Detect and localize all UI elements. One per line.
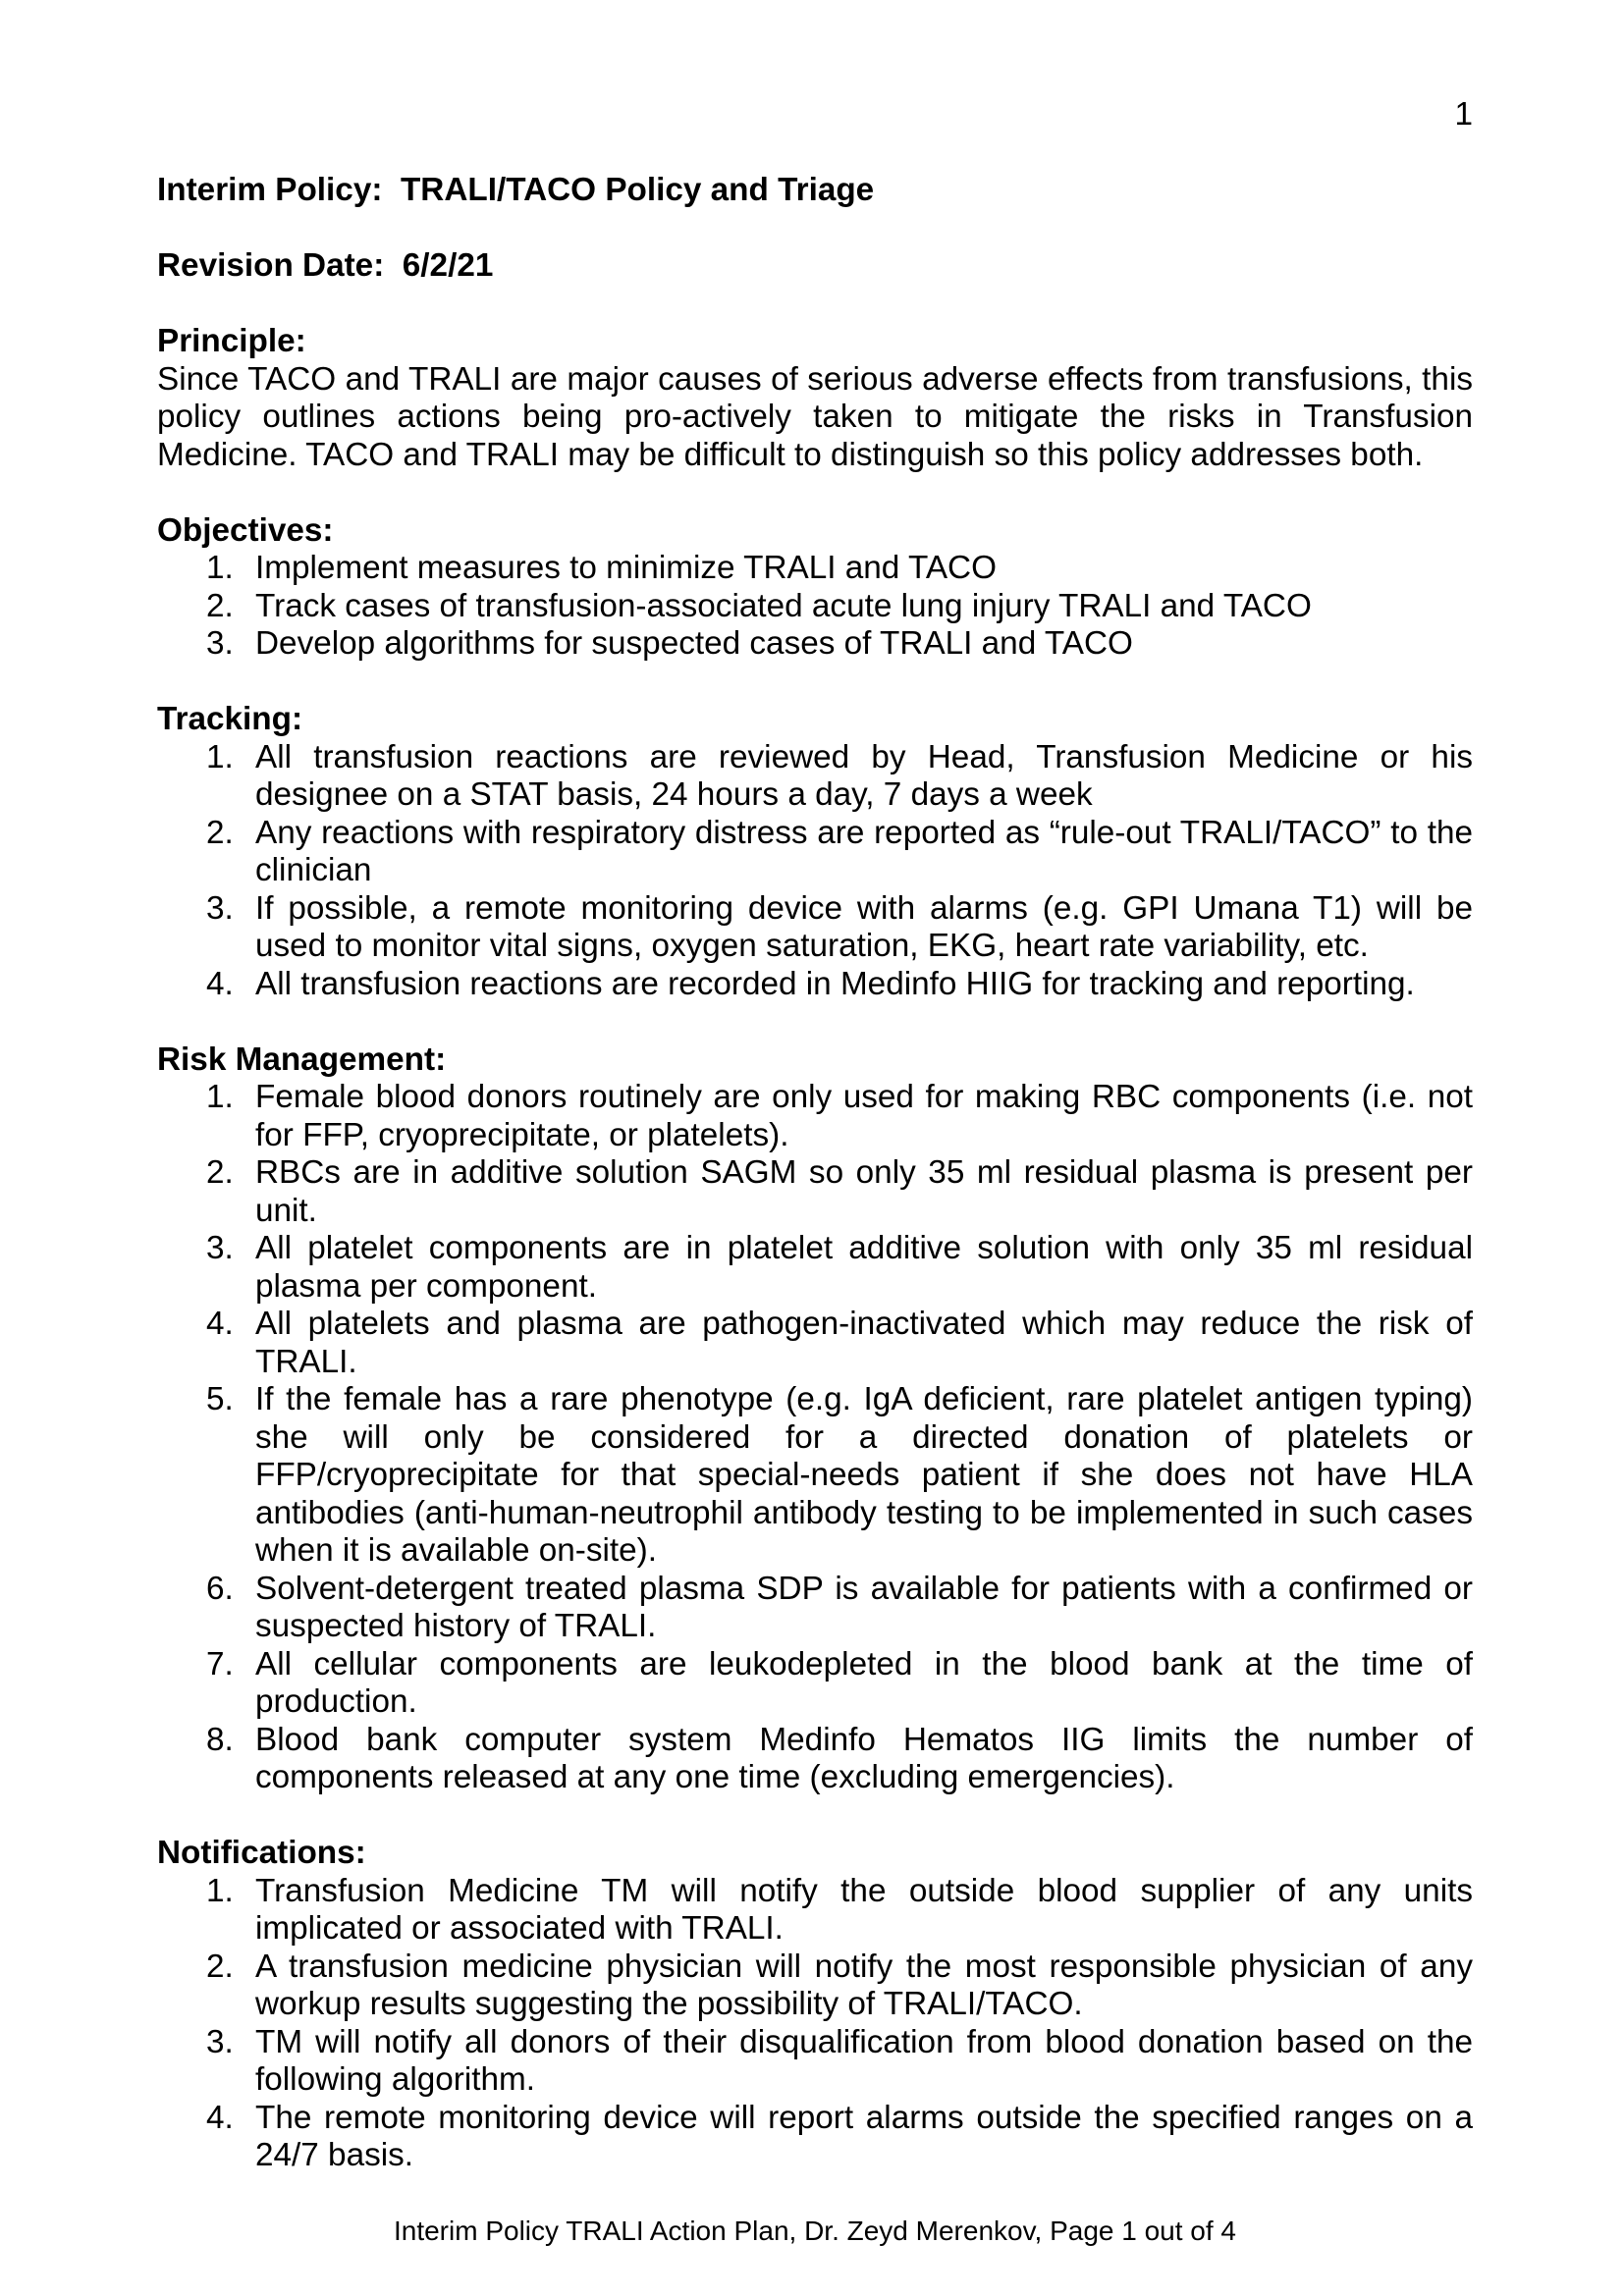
list-item: A transfusion medicine physician will notify the most responsible physician of any workup results suggesting the possibility of TRALI/TACO.	[255, 1948, 1473, 2022]
list-item: Implement measures to minimize TRALI and TACO	[255, 550, 998, 586]
list-item: If the female has a rare phenotype (e.g. IgA deficient, rare platelet antigen typing) she will only be considered for a directed donation of platelets or FFP/cryoprecipitate for that special-needs patient if she does not have HLA antibodies (anti-human-neutrophil antibody testing to be implemented in such cases when it is available on-site).	[255, 1381, 1473, 1569]
section-risk-management	[157, 1041, 1473, 1797]
list-item: Female blood donors routinely are only used for making RBC components (i.e. not for FFP, cryoprecipitate, or platelets).	[255, 1079, 1473, 1153]
section-heading-objectives: Objectives:	[157, 511, 334, 549]
section-heading-principle: Principle:	[157, 323, 306, 359]
section-heading-notifications: Notifications:	[157, 1835, 366, 1871]
document-title: Interim Policy: TRALI/TACO Policy and Triage	[157, 172, 875, 208]
list-item: Track cases of transfusion-associated acute lung injury TRALI and TACO	[255, 587, 1312, 624]
list-item: All transfusion reactions are recorded in Medinfo HIIG for tracking and reporting.	[255, 965, 1415, 1002]
objectives-list	[157, 550, 1473, 664]
list-item: The remote monitoring device will report alarms outside the specified ranges on a 24/7 basis.	[255, 2099, 1473, 2173]
section-tracking	[157, 701, 1473, 1003]
section-heading-risk-management: Risk Management:	[157, 1041, 447, 1078]
list-item: RBCs are in additive solution SAGM so only 35 ml residual plasma is present per unit.	[255, 1154, 1473, 1229]
list-item: All platelets and plasma are pathogen-inactivated which may reduce the risk of TRALI.	[255, 1306, 1473, 1380]
risk-management-list	[157, 1079, 1473, 1797]
list-item: Blood bank computer system Medinfo Hematos IIG limits the number of components released at any one time (excluding emergencies).	[255, 1721, 1473, 1795]
notifications-list	[157, 1873, 1473, 2175]
list-item: If possible, a remote monitoring device with alarms (e.g. GPI Umana T1) will be used to monitor vital signs, oxygen saturation, EKG, heart rate variability, etc.	[255, 889, 1473, 964]
list-item: Solvent-detergent treated plasma SDP is available for patients with a confirmed or suspected history of TRALI.	[255, 1570, 1473, 1644]
section-heading-tracking: Tracking:	[157, 701, 303, 737]
section-objectives	[157, 512, 1473, 664]
document-footer: Interim Policy TRALI Action Plan, Dr. Zeyd Merenkov, Page 1 out of 4	[393, 2216, 1237, 2246]
list-item: Any reactions with respiratory distress are reported as “rule-out TRALI/TACO” to the clinician	[255, 814, 1473, 888]
section-principle	[157, 323, 1473, 474]
list-item: All platelet components are in platelet additive solution with only 35 ml residual plasma per component.	[255, 1230, 1473, 1305]
revision-date: Revision Date: 6/2/21	[157, 247, 494, 284]
list-item: Transfusion Medicine TM will notify the outside blood supplier of any units implicated or associated with TRALI.	[255, 1872, 1473, 1947]
section-notifications	[157, 1835, 1473, 2175]
list-item: All cellular components are leukodepleted in the blood bank at the time of production.	[255, 1645, 1473, 1720]
list-item: Develop algorithms for suspected cases of TRALI and TACO	[255, 625, 1133, 662]
list-item: All transfusion reactions are reviewed by Head, Transfusion Medicine or his designee on a STAT basis, 24 hours a day, 7 days a week	[255, 738, 1473, 813]
list-item: TM will notify all donors of their disqualification from blood donation based on the following algorithm.	[255, 2023, 1473, 2098]
page-number: 1	[1454, 96, 1473, 133]
principle-paragraph: Since TACO and TRALI are major causes of serious adverse effects from transfusions, this policy outlines actions being pro-actively taken to mitigate the risks in Transfusion Medicine. TACO and TRALI may be difficult to distinguish so this policy addresses both.	[157, 360, 1473, 473]
tracking-list	[157, 739, 1473, 1004]
